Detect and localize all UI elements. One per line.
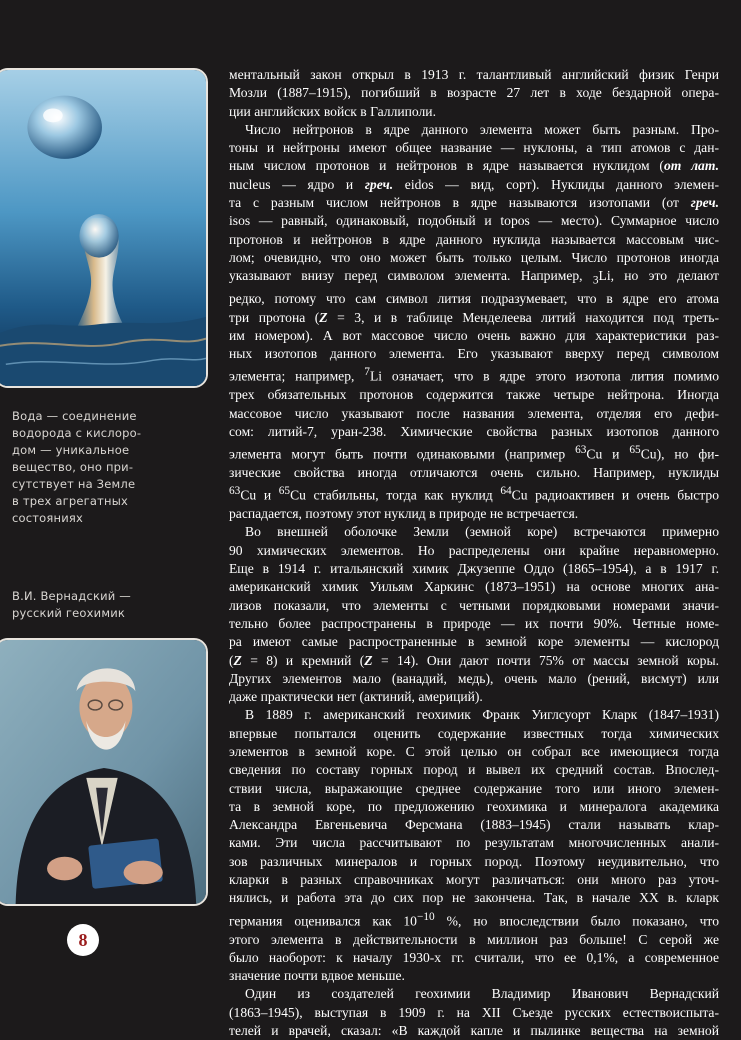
text-span: = 3, и в таблице Менделеева литий находится под треть- — [327, 309, 719, 325]
text-span: элемента; например, — [229, 369, 365, 384]
superscript: 65 — [278, 485, 291, 498]
text-line — [229, 309, 719, 327]
text-span: Cu стабильны, тогда как нуклид — [290, 487, 501, 503]
text-span: та с разным числом нейтронов в ядре называются изотопами (от — [229, 195, 691, 211]
superscript: −10 — [416, 910, 435, 923]
text-line — [229, 482, 719, 505]
text-line: нялись, и работа эта до сих пор не закончена. Так, в начале XX в. кларк — [229, 890, 719, 906]
text-line: впервые попытался оценить содержание известных тогда химических — [229, 725, 719, 741]
water-caption — [12, 408, 198, 527]
text-line: кларки в разных справочниках могут различаться: они много раз уточ- — [229, 872, 719, 888]
water-drop-photo — [0, 68, 208, 388]
text-line: тоны и нейтроны имеют общее название — нуклоны, а тип атомов с дан- — [229, 140, 719, 156]
caption-line: вещество, оно при- — [12, 460, 134, 474]
text-line: 90 химических элементов. Но распределены они крайне неравномерно. — [229, 542, 719, 558]
superscript: 65 — [629, 444, 641, 457]
caption-line: дом — уникальное — [12, 443, 130, 457]
text-span: Li, но это делают — [598, 268, 719, 284]
text-span: = 8) и кремний ( — [241, 652, 365, 668]
text-line: протонов и нейтронов в ядре данного нуклида называется массовым чис- — [229, 231, 719, 247]
text-span: Cu), но фи- — [640, 446, 719, 462]
text-span: Li означает, что в ядре этого изотопа лития помимо — [369, 369, 720, 384]
text-line — [229, 441, 719, 464]
text-line: американский химик Уильям Харкинс (1873–1951) на основе многих ана- — [229, 579, 719, 595]
emphasis: греч. — [690, 195, 719, 211]
text-line: ции английских войск в Галлиполи. — [229, 103, 436, 119]
caption-line: Вода — соединение — [12, 409, 137, 423]
text-line: этого элемента в действительности в миллион раз больше! С серой же — [229, 931, 719, 947]
text-span: три протона ( — [229, 309, 320, 325]
text-line — [229, 194, 719, 212]
text-line: элементов в земной коре. С этой целью он собрал все имеющиеся тогда — [229, 744, 719, 759]
text-line: та в земной коре, по предложению геохимика и минералога академика — [229, 798, 719, 814]
superscript: 7 — [364, 366, 370, 379]
subscript: 3 — [592, 274, 599, 287]
text-line: было наоборот: к началу 1930-х гг. считали, что ее 0,1%, а современное — [229, 949, 719, 965]
page-number: 8 — [67, 924, 99, 956]
text-line: тельно более распространены в природе — их почти 90%. Четные номе- — [229, 615, 719, 631]
text-line — [229, 652, 719, 670]
text-line — [229, 363, 719, 386]
text-line — [229, 176, 719, 194]
text-span: Cu радиоактивен и очень быстро — [511, 487, 720, 503]
superscript: 64 — [500, 485, 512, 498]
caption-line: русский геохимик — [12, 606, 126, 620]
text-span: = 14). Они дают почти 75% от массы земной коры. — [372, 652, 719, 668]
text-span: %, но впоследствии было показано, что — [434, 913, 719, 929]
text-line: трех обязательных протонов содержится также четыре нейтрона. Иногда — [229, 387, 719, 403]
text-line: лизов показали, что элементы с четными порядковыми номерами значи- — [229, 597, 719, 613]
vernadsky-caption — [12, 588, 198, 622]
text-span: nucleus — ядро и — [229, 176, 365, 192]
emphasis: Z — [364, 652, 373, 668]
emphasis: Z — [319, 309, 328, 325]
caption-line: водорода с кислоро- — [12, 426, 142, 440]
text-span: германия оценивался как 10 — [229, 913, 417, 929]
caption-line: состояниях — [12, 511, 84, 525]
text-line: зов различных минералов и горных пород. Поэтому неудивительно, что — [229, 853, 719, 869]
text-line: Число нейтронов в ядре данного элемента может быть разным. Про- — [245, 121, 719, 137]
text-line: сведения по составу горных пород и вывел их средний состав. Впослед- — [229, 762, 719, 778]
text-line: Мозли (1887–1915), погибший в возрасте 27 лет в ходе бездарной опера- — [229, 85, 719, 101]
vernadsky-portrait — [0, 638, 208, 906]
text-line: ра имеют самые распространенные в земной коре элементы — кислород — [229, 634, 719, 650]
caption-line: сутствует на Земле — [12, 477, 136, 491]
text-line: лом; очевидно, что оно может быть только целым. Число протонов иногда — [229, 249, 719, 265]
emphasis: от лат. — [663, 158, 719, 174]
text-span: ( — [229, 652, 234, 668]
text-span: ным числом протонов и нейтронов в ядре называется нуклидом ( — [229, 158, 664, 174]
text-line: значение почти вдвое меньше. — [229, 968, 405, 984]
text-line: ствии числа, выражающие среднее содержание того или иного элемен- — [229, 780, 719, 796]
text-span: указывают внизу перед символом элемента. Например, — [229, 268, 593, 284]
text-span: Cu и — [240, 487, 279, 503]
portrait-image — [0, 640, 206, 904]
text-line — [229, 267, 719, 290]
superscript: 63 — [575, 444, 587, 457]
text-line: распадается, поэтому этот нуклид в природе не встречается. — [229, 506, 579, 522]
caption-line: в трех агрегатных — [12, 494, 129, 508]
text-line: В 1889 г. американский геохимик Франк Уиглсуорт Кларк (1847–1931) — [245, 707, 719, 723]
text-span: Cu и — [586, 446, 630, 462]
text-line: (1863–1945), выступая в 1909 г. на XII Съезде русских естествоиспыта- — [229, 1004, 719, 1020]
text-line: isos — равный, одинаковый, подобный и topos — место). Суммарное число — [229, 213, 719, 229]
text-line: даже практически нет (актиний, америций). — [229, 689, 483, 705]
article-text — [229, 66, 719, 1040]
caption-line: В.И. Вернадский — — [12, 589, 132, 603]
text-line: ментальный закон открыл в 1913 г. талантливый английский физик Генри — [229, 67, 719, 82]
text-line: ками. Эти числа рассчитывают по результатам многочисленных анали- — [229, 835, 719, 851]
text-line: им номером). А вот массовое число очень важно для характеристики раз- — [229, 327, 719, 343]
text-line — [229, 908, 719, 931]
text-line: Во внешней оболочке Земли (земной коре) встречаются примерно — [245, 524, 719, 540]
text-line: редко, потому что сам символ лития подразумевает, что в ядре его атома — [229, 291, 719, 307]
text-line: Других элементов мало (ванадий, медь), очень мало (рений, висмут) или — [229, 670, 719, 686]
text-line: Один из создателей геохимии Владимир Иванович Вернадский — [245, 986, 719, 1002]
text-line — [229, 157, 719, 175]
text-line: сом: литий-7, уран-238. Химические свойства разных изотопов данного — [229, 423, 719, 439]
water-splash-image — [0, 70, 206, 386]
emphasis: греч. — [364, 176, 394, 192]
text-line: Еще в 1914 г. итальянский химик Джузеппе Оддо (1865–1954), а в 1917 г. — [229, 561, 719, 577]
text-line: массовое число указывают после названия элемента, отделяя его дефи- — [229, 405, 719, 421]
text-span: элемента могут быть почти одинаковыми (например — [229, 446, 576, 462]
text-line: телей и врачей, сказал: «В каждой капле и пылинке вещества на земной — [229, 1022, 719, 1038]
emphasis: Z — [233, 652, 242, 668]
superscript: 63 — [229, 485, 241, 498]
text-line: зические свойства иногда отличаются очень сильно. Например, нуклиды — [229, 465, 719, 481]
text-line: Александра Евгеньевича Ферсмана (1883–1945) стали называть клар- — [229, 817, 719, 833]
text-span: eidos — вид, сорт). Нуклиды данного элемен- — [393, 176, 720, 192]
text-line: ных изотопов данного элемента. Его указывают вверху перед символом — [229, 346, 719, 362]
